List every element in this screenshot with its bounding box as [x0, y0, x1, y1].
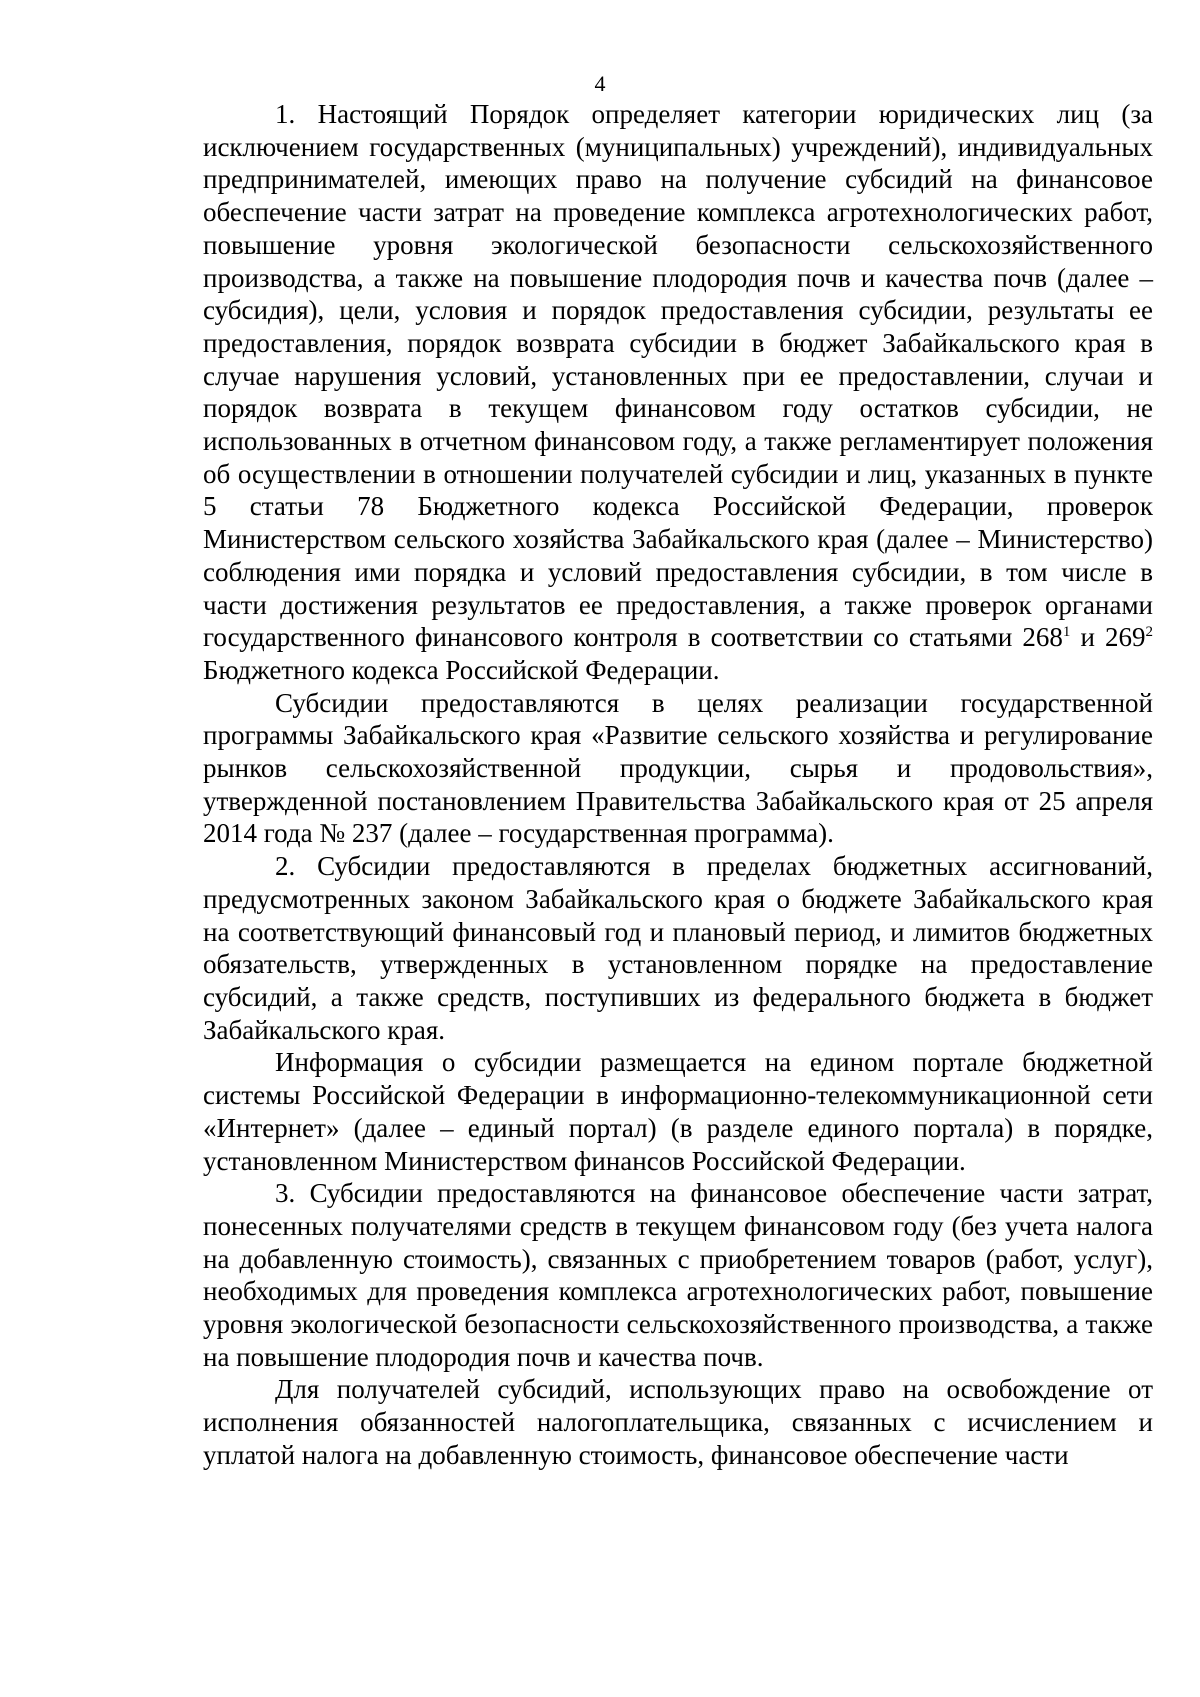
paragraph-1 — [203, 98, 1153, 687]
paragraph-1-text-middle: и 269 — [1070, 622, 1146, 653]
paragraph-1-text-end: Бюджетного кодекса Российской Федерации. — [203, 654, 720, 685]
paragraph-1-text: 1. Настоящий Порядок определяет категории юридических лиц (за исключением государственных (муниципальных) учреждений), индивидуальных предпринимателей, имеющих право на получение субсидий на финансовое обеспечение части затрат на проведение комплекса агротехнологических работ, повышение уровня экологической безопасности сельскохозяйственного производства, а также на повышение плодородия почв и качества почв (далее – субсидия), цели, условия и порядок предоставления субсидии, результаты ее предоставления, порядок возврата субсидии в бюджет Забайкальского края в случае нарушения условий, установленных при ее предоставлении, случаи и порядок возврата в текущем финансовом году остатков субсидии, не использованных в отчетном финансовом году, а также регламентирует положения об осуществлении в отношении получателей субсидии и лиц, указанных в пункте 5 статьи 78 Бюджетного кодекса Российской Федерации, проверок Министерством сельского хозяйства Забайкальского края (далее – Министерство) соблюдения ими порядка и условий предоставления субсидии, в том числе в части достижения результатов ее предоставления, а также проверок органами государственного финансового контроля в соответствии со статьями 268 — [203, 99, 1153, 653]
paragraph-2: Субсидии предоставляются в целях реализации государственной программы Забайкальского края «Развитие сельского хозяйства и регулирование рынков сельскохозяйственной продукции, сырья и продовольствия», утвержденной постановлением Правительства Забайкальского края от 25 апреля 2014 года № 237 (далее – государственная программа). — [203, 687, 1153, 849]
paragraph-5: 3. Субсидии предоставляются на финансовое обеспечение части затрат, понесенных получателями средств в текущем финансовом году (без учета налога на добавленную стоимость), связанных с приобретением товаров (работ, услуг), необходимых для проведения комплекса агротехнологических работ, повышение уровня экологической безопасности сельскохозяйственного производства, а также на повышение плодородия почв и качества почв. — [203, 1178, 1153, 1372]
paragraph-3: 2. Субсидии предоставляются в пределах бюджетных ассигнований, предусмотренных законом Забайкальского края о бюджете Забайкальского края на соответствующий финансовый год и плановый период, и лимитов бюджетных обязательств, утвержденных в установленном порядке на предоставление субсидий, а также средств, поступивших из федерального бюджета в бюджет Забайкальского края. — [203, 851, 1153, 1045]
paragraph-6: Для получателей субсидий, использующих право на освобождение от исполнения обязанностей налогоплательщика, связанных с исчислением и уплатой налога на добавленную стоимость, финансовое обеспечение части — [203, 1374, 1153, 1470]
superscript-1: 1 — [1062, 624, 1071, 641]
paragraph-4: Информация о субсидии размещается на едином портале бюджетной системы Российской Федерации в информационно-телекоммуникационной сети «Интернет» (далее – единый портал) (в разделе единого портала) в порядке, установленном Министерством финансов Российской Федерации. — [203, 1047, 1153, 1176]
document-body — [203, 98, 1153, 1472]
superscript-2: 2 — [1145, 624, 1153, 641]
page-number: 4 — [594, 71, 606, 96]
